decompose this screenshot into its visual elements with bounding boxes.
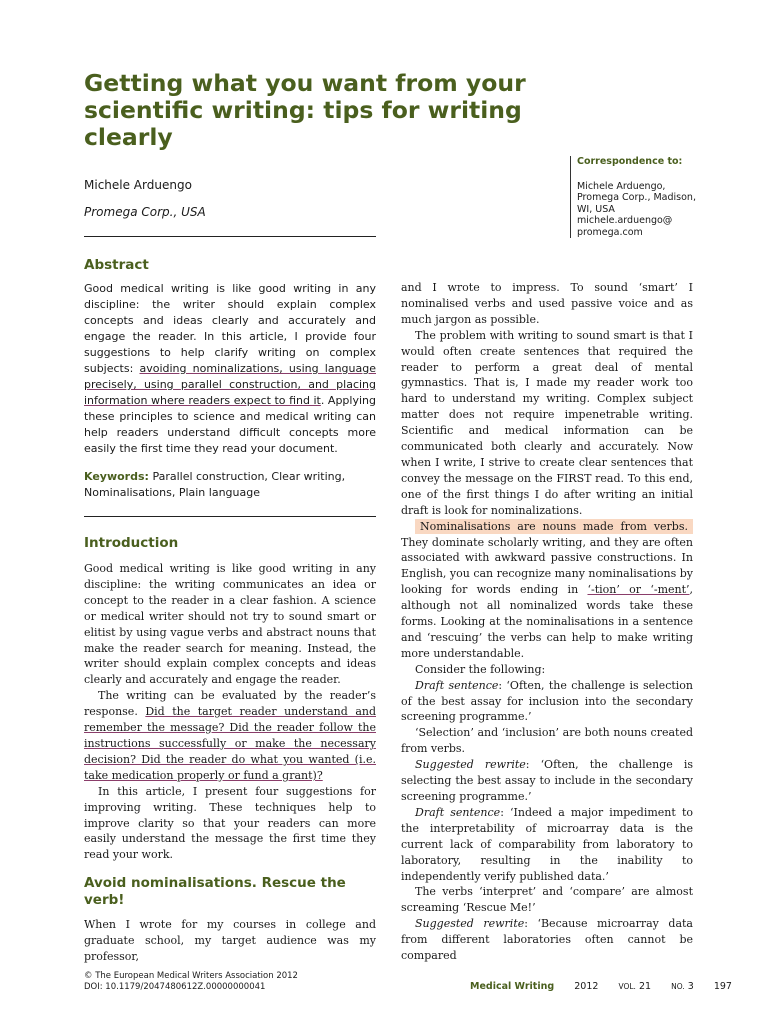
- abstract-heading: Abstract: [84, 257, 149, 273]
- right-column: [401, 280, 693, 964]
- example-label: Draft sentence: [415, 678, 499, 692]
- abstract-text-part: . Applying these principles to science and medical writing can help readers understand difficult concepts more easily the first time they read your document.: [84, 394, 376, 455]
- correspondence-heading: Correspondence to:: [577, 156, 683, 167]
- issue-number: 3: [687, 981, 694, 992]
- paragraph-part: The writing can be evaluated by the reader’s response.: [84, 689, 376, 719]
- volume-label: VOL.: [618, 982, 636, 991]
- highlighted-definition: Nominalisations are nouns made from verbs.: [415, 519, 693, 534]
- body-paragraph: [401, 519, 693, 662]
- body-paragraph: and I wrote to impress. To sound ‘smart’ I nominalised verbs and used passive voice and as much jargon as possible.: [401, 281, 693, 326]
- issue-label: NO.: [671, 982, 685, 991]
- introduction-paragraph: [84, 688, 376, 783]
- example-paragraph: [401, 916, 693, 964]
- correspondence-email[interactable]: michele.arduengo@: [577, 215, 673, 226]
- example-label: Suggested rewrite: [415, 758, 526, 772]
- correspondence-box: [570, 156, 727, 238]
- example-text: : ‘Because microarray data from different laboratories often cannot be compared: [401, 917, 693, 963]
- left-column: [84, 535, 376, 965]
- divider: [84, 516, 376, 517]
- body-paragraph: The verbs ‘interpret’ and ‘compare’ are almost screaming ‘Rescue Me!’: [401, 885, 693, 915]
- correspondence-line: Promega Corp., Madison,: [577, 192, 696, 203]
- paragraph-part: , although not all nominalized words take these forms. Looking at the nominalisations in a sentence and ‘rescuing’ the verbs can help to make writing more understandable.: [401, 583, 694, 660]
- body-paragraph: The problem with writing to sound smart is that I would often create sentences that required the reader to perform a great deal of mental gymnastics. That is, I made my reader work too hard to understand my writing. Complex subject matter does not require impenetrable writing. Scientific and medical information can be communicated both clearly and accurately. Now when I write, I strive to create clear sentences that convey the message on the FIRST read. To this end, one of the first things I do after writing an initial draft is look for nominalizations.: [401, 328, 693, 517]
- author-affiliation: Promega Corp., USA: [84, 205, 206, 219]
- footer-doi[interactable]: DOI: 10.1179/2047480612Z.00000000041: [84, 982, 266, 992]
- footer-year: 2012: [574, 981, 599, 992]
- volume-number: 21: [638, 981, 652, 992]
- footer-page: 197: [713, 981, 732, 992]
- example-paragraph: [401, 757, 693, 805]
- keywords-text: Parallel construction, Clear writing, Nominalisations, Plain language: [84, 470, 346, 499]
- underlined-questions: Did the target reader understand and remember the message? Did the reader follow the instructions successfully or make the necessary decision? Did the reader do what you wanted (i.e. take medication properly or fund a grant)?: [84, 705, 376, 782]
- abstract-text: [84, 281, 376, 457]
- introduction-heading: Introduction: [84, 535, 179, 551]
- footer-journal-info: [470, 981, 732, 992]
- keywords-label: Keywords:: [84, 470, 149, 483]
- body-paragraph: ‘Selection’ and ‘inclusion’ are both nouns created from verbs.: [401, 726, 693, 756]
- correspondence-email[interactable]: promega.com: [577, 226, 643, 238]
- example-label: Suggested rewrite: [415, 917, 525, 931]
- example-text: : ‘Often, the challenge is selecting the best assay to include in the secondary screening programme.’: [401, 758, 694, 803]
- footer-journal: Medical Writing: [470, 981, 555, 992]
- underlined-suffixes: ‘-tion’ or ‘-ment’: [587, 583, 690, 597]
- footer-copyright-block: [84, 971, 298, 993]
- introduction-paragraph: Good medical writing is like good writing in any discipline: the writing communicates an idea or concept to the reader in a clear fashion. A science or medical writer should not try to sound smart or elitist by using vague verbs and abstract nouns that make the reader search for meaning. Instead, the writer should explain complex concepts and ideas clearly and accurately and engage the reader.: [84, 562, 376, 687]
- abstract-underlined-text: avoiding nominalizations, using language precisely, using parallel construction, and placing information where readers expect to find it: [84, 362, 376, 407]
- abstract-text-part: Good medical writing is like good writing in any discipline: the writer should explain complex concepts and ideas clearly and accurately and engage the reader. In this article, I provide four suggestions to help clarify writing on complex subjects:: [84, 282, 376, 375]
- author-name: Michele Arduengo: [84, 178, 192, 192]
- divider: [84, 236, 376, 237]
- footer-copyright: © The European Medical Writers Association 2012: [84, 971, 298, 981]
- paragraph-part: They dominate scholarly writing, and they are often associated with awkward passive constructions. In English, you can recognize many nominalisations by looking for words ending in: [401, 535, 693, 597]
- footer-volume: [618, 981, 651, 992]
- example-text: : ‘Indeed a major impediment to the interpretability of microarray data is the current lack of comparability from laboratory to laboratory, resulting in the inability to independently verify published data.’: [401, 805, 693, 883]
- correspondence-line: Michele Arduengo,: [577, 180, 666, 192]
- example-paragraph: [401, 805, 693, 885]
- body-paragraph: Consider the following:: [415, 662, 546, 676]
- footer-issue: [671, 981, 694, 992]
- example-text: : ‘Often, the challenge is selection of the best assay for inclusion into the secondary screening programme.’: [401, 678, 693, 724]
- article-title: Getting what you want from your scientific writing: tips for writing clearly: [84, 69, 526, 151]
- correspondence-line: WI, USA: [577, 203, 615, 215]
- example-label: Draft sentence: [415, 805, 501, 819]
- keywords: [84, 469, 376, 501]
- avoid-nominalisations-heading: Avoid nominalisations. Rescue the verb!: [84, 875, 346, 909]
- introduction-paragraph: In this article, I present four suggestions for improving writing. These techniques help to improve clarity so that your readers can more easily understand the message the first time they read your work.: [84, 784, 376, 862]
- example-paragraph: [401, 678, 693, 726]
- avoid-paragraph: When I wrote for my courses in college and graduate school, my target audience was my professor,: [84, 918, 376, 964]
